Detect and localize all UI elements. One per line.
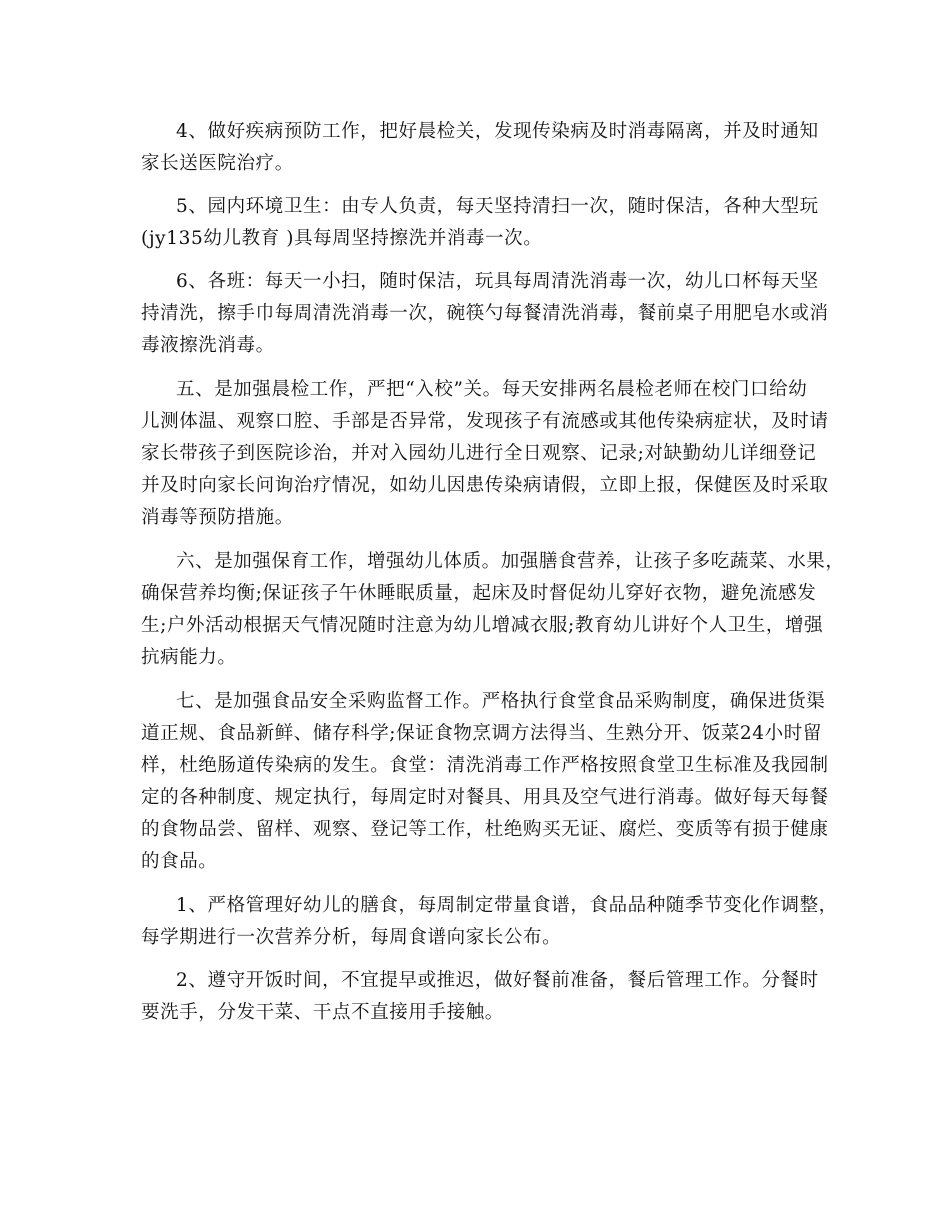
paragraph-line: 6、各班：每天一小扫，随时保洁，玩具每周清洗消毒一次，幼儿口杯每天坚	[176, 271, 819, 292]
paragraph-line: 六、是加强保育工作，增强幼儿体质。加强膳食营养，让孩子多吃蔬菜、水果，	[176, 551, 845, 572]
paragraph-line: 毒液擦洗消毒。	[141, 335, 275, 356]
paragraph-line: 样，杜绝肠道传染病的发生。食堂：清洗消毒工作严格按照食堂卫生标准及我园制	[141, 755, 829, 776]
paragraph-line: 家长送医院治疗。	[141, 153, 294, 174]
paragraph-line: 儿测体温、观察口腔、手部是否异常，发现孩子有流感或其他传染病症状，及时请	[141, 411, 829, 432]
paragraph-line: 家长带孩子到医院诊治，并对入园幼儿进行全日观察、记录;对缺勤幼儿详细登记	[141, 443, 817, 464]
paragraph-line: 4、做好疾病预防工作，把好晨检关，发现传染病及时消毒隔离，并及时通知	[176, 121, 819, 142]
paragraph-line: 5、园内环境卫生：由专人负责，每天坚持清扫一次，随时保洁，各种大型玩	[176, 196, 819, 217]
paragraph-line: 并及时向家长问询治疗情况，如幼儿因患传染病请假，立即上报，保健医及时采取	[141, 475, 829, 496]
paragraph-line: (jy135幼儿教育 )具每周坚持擦洗并消毒一次。	[141, 228, 543, 249]
paragraph-line: 的食物品尝、留样、观察、登记等工作，杜绝购买无证、腐烂、变质等有损于健康	[141, 819, 829, 840]
paragraph-line: 2、遵守开饭时间，不宜提早或推迟，做好餐前准备，餐后管理工作。分餐时	[176, 970, 819, 991]
paragraph-line: 五、是加强晨检工作，严把“入校”关。每天安排两名晨检老师在校门口给幼	[176, 379, 808, 400]
paragraph-line: 定的各种制度、规定执行，每周定时对餐具、用具及空气进行消毒。做好每天每餐	[141, 787, 829, 808]
paragraph-line: 1、严格管理好幼儿的膳食，每周制定带量食谱，食品品种随季节变化作调整，	[176, 895, 838, 916]
paragraph-line: 七、是加强食品安全采购监督工作。严格执行食堂食品采购制度，确保进货渠	[176, 691, 826, 712]
paragraph-line: 道正规、食品新鲜、储存科学;保证食物烹调方法得当、生熟分开、饭菜24小时留	[141, 723, 822, 744]
paragraph-line: 抗病能力。	[141, 647, 237, 668]
paragraph-line: 生;户外活动根据天气情况随时注意为幼儿增减衣服;教育幼儿讲好个人卫生，增强	[141, 615, 824, 636]
paragraph-line: 确保营养均衡;保证孩子午休睡眠质量，起床及时督促幼儿穿好衣物，避免流感发	[141, 583, 817, 604]
paragraph-line: 要洗手，分发干菜、干点不直接用手接触。	[141, 1002, 504, 1023]
paragraph-line: 消毒等预防措施。	[141, 507, 294, 528]
paragraph-line: 持清洗，擦手巾每周清洗消毒一次，碗筷勺每餐清洗消毒，餐前桌子用肥皂水或消	[141, 303, 829, 324]
paragraph-line: 的食品。	[141, 851, 218, 872]
paragraph-line: 每学期进行一次营养分析，每周食谱向家长公布。	[141, 927, 562, 948]
